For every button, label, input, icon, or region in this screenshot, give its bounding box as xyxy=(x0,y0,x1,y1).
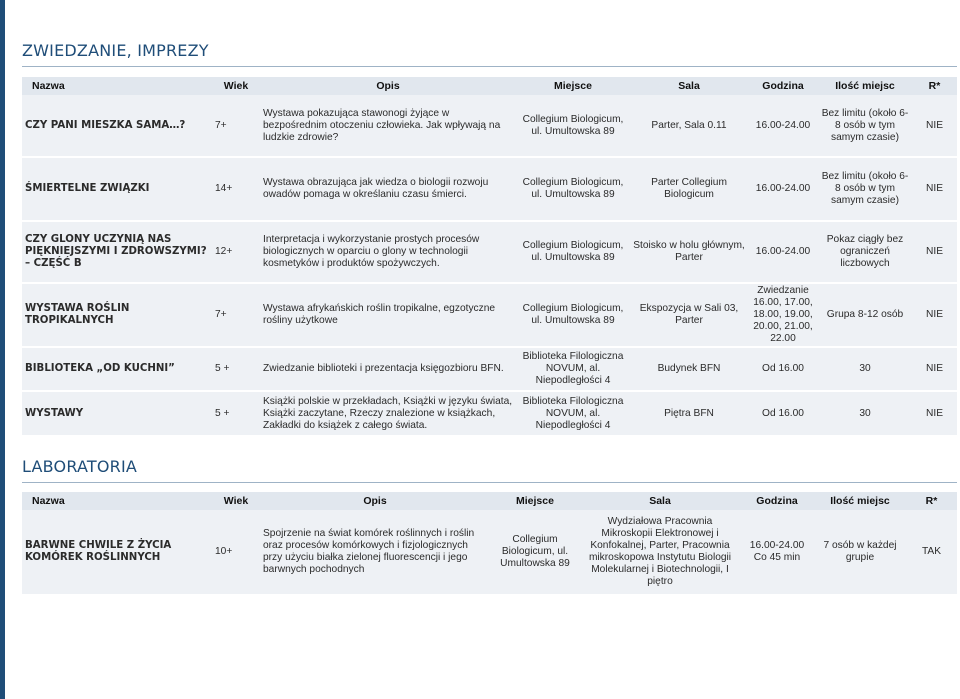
event-room: Ekspozycja w Sali 03, Parter xyxy=(630,283,748,347)
event-place: Collegium Biologicum, ul. Umultowska 89 xyxy=(516,283,630,347)
event-seats: Bez limitu (około 6-8 osób w tym samym czasie) xyxy=(818,157,912,221)
event-registration: NIE xyxy=(912,95,957,157)
event-time: Od 16.00 xyxy=(748,391,818,435)
table-row xyxy=(22,347,957,391)
header-time: Godzina xyxy=(740,492,814,510)
event-place: Biblioteka Filologiczna NOVUM, al. Niepodległości 4 xyxy=(516,347,630,391)
section-title-events: ZWIEDZANIE, IMPREZY xyxy=(22,41,209,60)
left-accent-bar xyxy=(0,0,5,699)
event-seats: 30 xyxy=(818,391,912,435)
header-place: Miejsce xyxy=(490,492,580,510)
event-description: Wystawa pokazująca stawonogi żyjące w bezpośrednim otoczeniu człowieka. Jak wpływają na ludzkie zdrowie? xyxy=(260,95,516,157)
header-description: Opis xyxy=(260,77,516,95)
event-registration: NIE xyxy=(912,221,957,283)
event-place: Collegium Biologicum, ul. Umultowska 89 xyxy=(490,510,580,594)
event-room: Parter Collegium Biologicum xyxy=(630,157,748,221)
event-time: 16.00-24.00 xyxy=(748,221,818,283)
table-row xyxy=(22,283,957,347)
event-registration: NIE xyxy=(912,391,957,435)
table-row xyxy=(22,510,957,594)
table-row xyxy=(22,391,957,435)
event-name: ŚMIERTELNE ZWIĄZKI xyxy=(22,157,212,221)
section-rule-labs xyxy=(22,482,957,483)
event-age: 5 + xyxy=(212,347,260,391)
header-room: Sala xyxy=(580,492,740,510)
event-registration: NIE xyxy=(912,157,957,221)
event-name: CZY PANI MIESZKA SAMA…? xyxy=(22,95,212,157)
table-header-row xyxy=(22,492,957,510)
event-name: WYSTAWY xyxy=(22,391,212,435)
event-place: Biblioteka Filologiczna NOVUM, al. Niepodległości 4 xyxy=(516,391,630,435)
event-room: Piętra BFN xyxy=(630,391,748,435)
event-description: Zwiedzanie biblioteki i prezentacja księgozbioru BFN. xyxy=(260,347,516,391)
event-age: 10+ xyxy=(212,510,260,594)
header-place: Miejsce xyxy=(516,77,630,95)
event-name: CZY GLONY UCZYNIĄ NAS PIĘKNIEJSZYMI I ZDROWSZYMI? – CZĘŚĆ B xyxy=(22,221,212,283)
event-description: Książki polskie w przekładach, Książki w języku świata, Książki zaczytane, Rzeczy znalezione w książkach, Zakładki do książek z całego świata. xyxy=(260,391,516,435)
event-description: Wystawa afrykańskich roślin tropikalne, egzotyczne rośliny użytkowe xyxy=(260,283,516,347)
header-seats: Ilość miejsc xyxy=(814,492,906,510)
event-name: BARWNE CHWILE Z ŻYCIA KOMÓREK ROŚLINNYCH xyxy=(22,510,212,594)
header-time: Godzina xyxy=(748,77,818,95)
section-title-labs: LABORATORIA xyxy=(22,457,138,476)
event-place: Collegium Biologicum, ul. Umultowska 89 xyxy=(516,157,630,221)
header-room: Sala xyxy=(630,77,748,95)
event-registration: NIE xyxy=(912,347,957,391)
event-registration: TAK xyxy=(906,510,957,594)
event-description: Interpretacja i wykorzystanie prostych procesów biologicznych w oparciu o glony w technologii kosmetyków i produktów spożywczych. xyxy=(260,221,516,283)
header-registration: R* xyxy=(906,492,957,510)
header-name: Nazwa xyxy=(22,77,212,95)
table-row xyxy=(22,221,957,283)
event-seats: 30 xyxy=(818,347,912,391)
event-time: 16.00-24.00 Co 45 min xyxy=(740,510,814,594)
event-name: WYSTAWA ROŚLIN TROPIKALNYCH xyxy=(22,283,212,347)
header-age: Wiek xyxy=(212,492,260,510)
event-place: Collegium Biologicum, ul. Umultowska 89 xyxy=(516,221,630,283)
labs-table xyxy=(22,492,957,594)
header-seats: Ilość miejsc xyxy=(818,77,912,95)
event-room: Parter, Sala 0.11 xyxy=(630,95,748,157)
section-rule-events xyxy=(22,66,957,67)
event-seats: Bez limitu (około 6-8 osób w tym samym czasie) xyxy=(818,95,912,157)
event-room: Stoisko w holu głównym, Parter xyxy=(630,221,748,283)
event-time: 16.00-24.00 xyxy=(748,157,818,221)
event-time: 16.00-24.00 xyxy=(748,95,818,157)
table-row xyxy=(22,95,957,157)
event-age: 5 + xyxy=(212,391,260,435)
event-place: Collegium Biologicum, ul. Umultowska 89 xyxy=(516,95,630,157)
event-age: 7+ xyxy=(212,95,260,157)
header-description: Opis xyxy=(260,492,490,510)
event-description: Wystawa obrazująca jak wiedza o biologii rozwoju owadów pomaga w określaniu czasu śmierci. xyxy=(260,157,516,221)
event-time: Zwiedzanie 16.00, 17.00, 18.00, 19.00, 20.00, 21.00, 22.00 xyxy=(748,283,818,347)
event-age: 14+ xyxy=(212,157,260,221)
table-header-row xyxy=(22,77,957,95)
event-seats: 7 osób w każdej grupie xyxy=(814,510,906,594)
table-row xyxy=(22,157,957,221)
header-registration: R* xyxy=(912,77,957,95)
event-name: BIBLIOTEKA „OD KUCHNI” xyxy=(22,347,212,391)
header-age: Wiek xyxy=(212,77,260,95)
event-registration: NIE xyxy=(912,283,957,347)
event-room: Budynek BFN xyxy=(630,347,748,391)
event-age: 7+ xyxy=(212,283,260,347)
event-description: Spojrzenie na świat komórek roślinnych i roślin oraz procesów komórkowych i fizjologicznych przy użyciu białka zielonej fluorescencji i jego barwnych pochodnych xyxy=(260,510,490,594)
header-name: Nazwa xyxy=(22,492,212,510)
events-table xyxy=(22,77,957,435)
event-room: Wydziałowa Pracownia Mikroskopii Elektronowej i Konfokalnej, Parter, Pracownia mikroskopowa Instytutu Biologii Molekularnej i Biotechnologii, I piętro xyxy=(580,510,740,594)
event-seats: Grupa 8-12 osób xyxy=(818,283,912,347)
event-time: Od 16.00 xyxy=(748,347,818,391)
event-age: 12+ xyxy=(212,221,260,283)
event-seats: Pokaz ciągły bez ograniczeń liczbowych xyxy=(818,221,912,283)
